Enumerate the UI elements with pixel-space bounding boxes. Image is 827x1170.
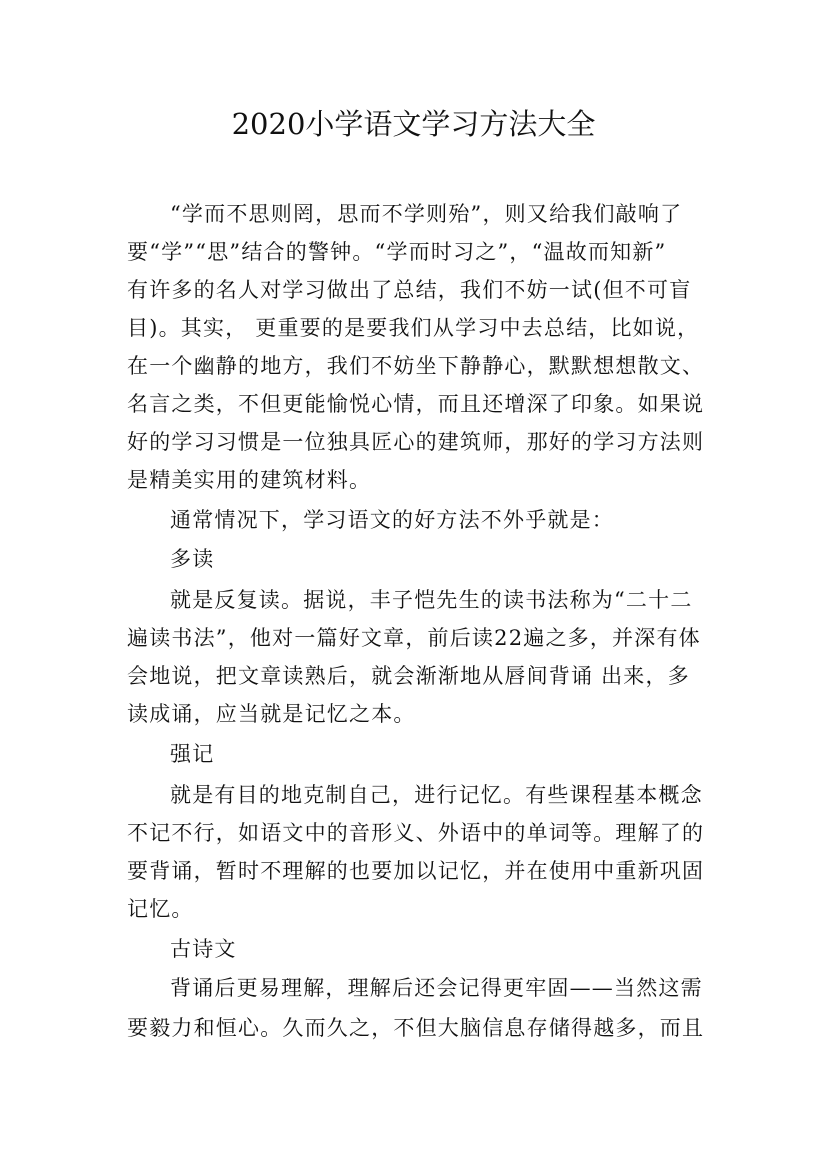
paragraph-line: 目)。其实， 更重要的是要我们从学习中去总结，比如说， xyxy=(127,316,700,340)
paragraph-line: 记忆。 xyxy=(127,897,194,921)
paragraph-line: 不记不行，如语文中的音形义、外语中的单词等。理解了的 xyxy=(127,821,705,845)
paragraph-line: 读成诵，应当就是记忆之本。 xyxy=(127,702,416,726)
paragraph-line: 就是反复读。据说，丰子恺先生的读书法称为“二十二 xyxy=(170,588,693,612)
paragraph-line: 有许多的名人对学习做出了总结，我们不妨一试(但不可盲 xyxy=(127,278,692,302)
paragraph-line: 好的学习习惯是一位独具匠心的建筑师，那好的学习方法则 xyxy=(127,430,705,454)
paragraph-line: 在一个幽静的地方，我们不妨坐下静静心，默默想想散文、 xyxy=(127,354,705,378)
paragraph-line: 要毅力和恒心。久而久之，不但大脑信息存储得越多，而且 xyxy=(127,1016,705,1040)
paragraph-line: 背诵后更易理解，理解后还会记得更牢固——当然这需 xyxy=(170,976,703,1000)
paragraph-line: 名言之类，不但更能愉悦心情，而且还增深了印象。如果说 xyxy=(127,392,705,416)
page-title: 2020小学语文学习方法大全 xyxy=(231,107,596,141)
paragraph-line: “学而不思则罔，思而不学则殆”，则又给我们敲响了 xyxy=(170,202,683,226)
section-heading: 多读 xyxy=(170,547,215,571)
paragraph-line: 通常情况下，学习语文的好方法不外乎就是： xyxy=(170,508,614,532)
paragraph-line: 就是有目的地克制自己，进行记忆。有些课程基本概念 xyxy=(170,783,703,807)
paragraph-line: 是精美实用的建筑材料。 xyxy=(127,468,372,492)
paragraph-line: 会地说，把文章读熟后，就会渐渐地从唇间背诵 出来，多 xyxy=(127,664,690,688)
paragraph-line: 要背诵，暂时不理解的也要加以记忆，并在使用中重新巩固 xyxy=(127,859,705,883)
paragraph-line: 遍读书法”，他对一篇好文章，前后读22遍之多，并深有体 xyxy=(127,626,701,650)
section-heading: 古诗文 xyxy=(170,937,237,961)
paragraph-line: 要“学”“思”结合的警钟。“学而时习之”，“温故而知新” xyxy=(127,240,667,264)
section-heading: 强记 xyxy=(170,742,215,766)
